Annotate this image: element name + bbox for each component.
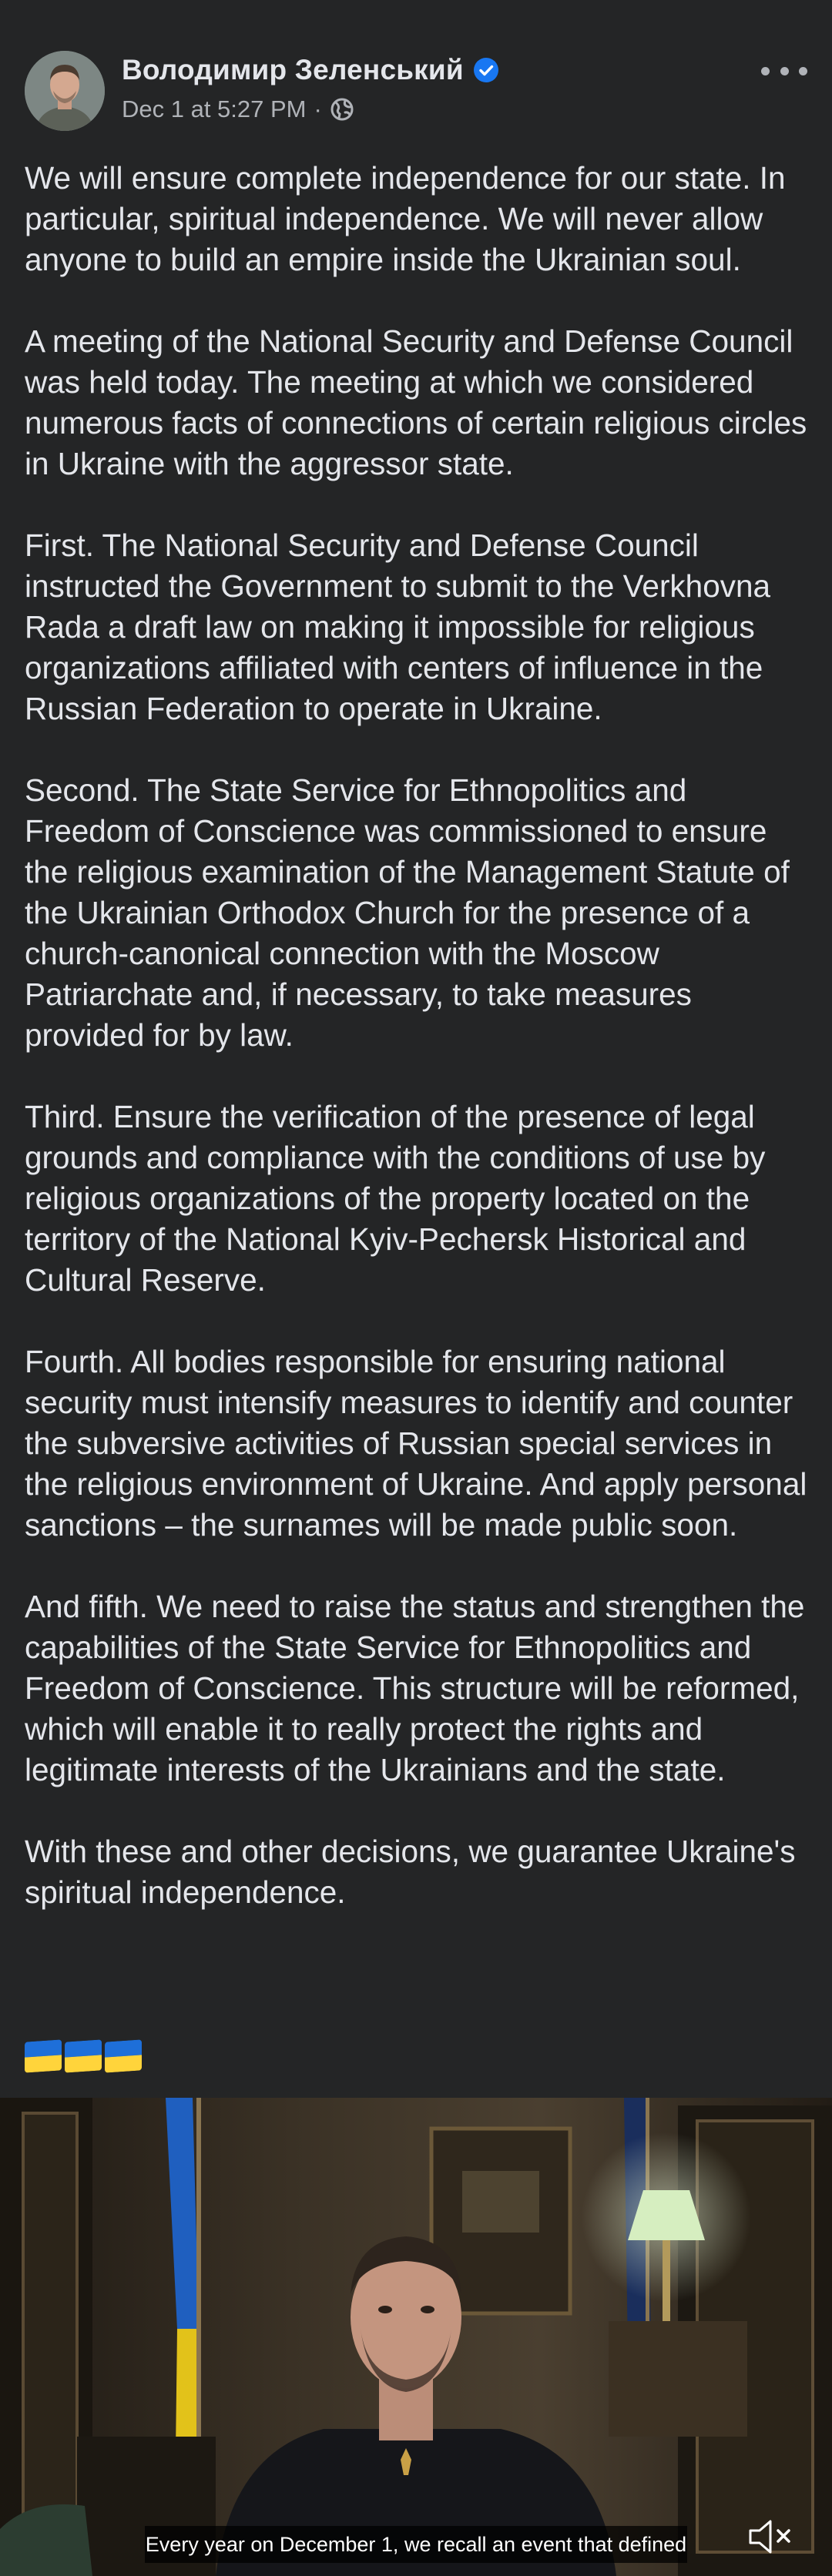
ukraine-flag-icon <box>65 2039 102 2072</box>
video-frame <box>0 2098 832 2576</box>
video-player[interactable] <box>0 2098 832 2576</box>
more-dot <box>780 67 789 75</box>
post-paragraph: With these and other decisions, we guarantee Ukraine's spiritual independence. <box>25 1834 796 1910</box>
muted-speaker-icon[interactable] <box>746 2515 795 2558</box>
post-paragraph: A meeting of the National Security and Defense Council was held today. The meeting at which we considered numerous facts of connections of certain religious circles in Ukraine with the aggressor state. <box>25 323 807 481</box>
post-paragraph: First. The National Security and Defense Council instructed the Government to submit to the Verkhovna Rada a draft law on making it impossible for religious organizations affiliated with centers of influence in the Russian Federation to operate in Ukraine. <box>25 528 771 726</box>
post-paragraph: Second. The State Service for Ethnopolitics and Freedom of Conscience was commissioned to ensure the religious examination of the Management Statute of the Ukrainian Orthodox Church for the presence of a church-canonical connection with the Moscow Patriarchate and, if necessary, to take measures provided for by law. <box>25 772 790 1053</box>
post-paragraph: Third. Ensure the verification of the presence of legal grounds and compliance with the conditions of use by religious organizations of the property located on the territory of the National Kyiv-Pechersk Historical and Cultural Reserve. <box>25 1099 766 1298</box>
more-dot <box>761 67 770 75</box>
more-options-icon[interactable] <box>761 55 807 86</box>
meta-separator: · <box>314 95 322 122</box>
post-paragraph: And fifth. We need to raise the status and strengthen the capabilities of the State Service for Ethnopolitics and Freedom of Conscience. This structure will be reformed, which will enable it to really protect the rights and legitimate interests of the Ukrainians and the state. <box>25 1589 805 1787</box>
ukraine-flag-icon <box>105 2039 142 2072</box>
post-meta <box>122 95 354 123</box>
post-header <box>25 51 807 132</box>
author-avatar[interactable] <box>25 51 105 131</box>
ukraine-flag-emojis <box>25 2041 142 2072</box>
post-timestamp[interactable]: Dec 1 at 5:27 PM <box>122 95 307 122</box>
verified-badge-icon <box>473 57 499 83</box>
globe-icon <box>330 97 354 122</box>
post-text <box>25 158 810 1954</box>
ukraine-flag-icon <box>25 2039 62 2072</box>
post-paragraph: Fourth. All bodies responsible for ensuring national security must intensify measures to identify and counter the subversive activities of Russian special services in the religious environment of Ukraine. And apply personal sanctions – the surnames will be made public soon. <box>25 1344 807 1543</box>
author-name-row <box>122 54 499 86</box>
post-paragraph: We will ensure complete independence for our state. In particular, spiritual independence. We will never allow anyone to build an empire inside the Ukrainian soul. <box>25 160 786 277</box>
author-name[interactable]: Володимир Зеленський <box>122 54 464 85</box>
video-caption: Every year on December 1, we recall an event that defined <box>145 2526 687 2563</box>
avatar-image <box>25 51 105 131</box>
more-dot <box>799 67 807 75</box>
